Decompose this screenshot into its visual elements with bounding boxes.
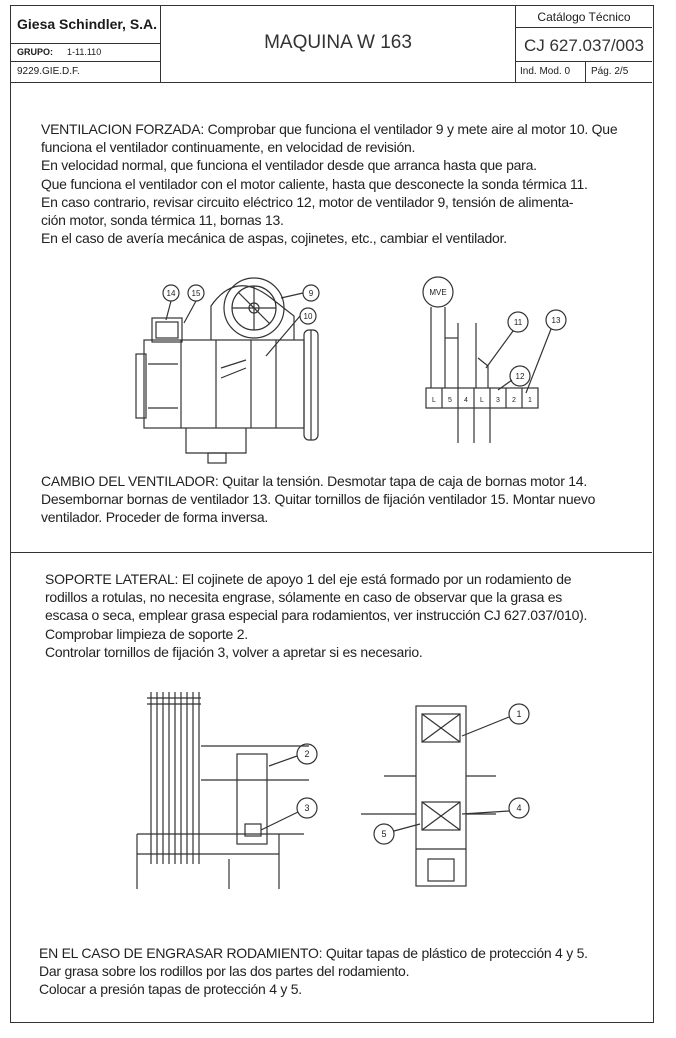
circuit-label: MVE <box>429 288 447 297</box>
text-line: ventilador. Proceder de forma inversa. <box>41 509 269 526</box>
terminal-label: L <box>432 397 436 404</box>
text-line: Colocar a presión tapas de protección 4 y 5. <box>39 981 302 998</box>
terminal-label: 4 <box>464 397 468 404</box>
text-line: Dar grasa sobre los rodillos por las dos partes del rodamiento. <box>39 963 410 980</box>
text-line: En velocidad normal, que funciona el ventilador desde que arranca hasta que para. <box>41 157 537 174</box>
index-modification: Ind. Mod. 0 <box>516 62 586 82</box>
text-line: Desembornar bornas de ventilador 13. Quitar tornillos de fijación ventilador 15. Montar nuevo <box>41 491 596 508</box>
company-name: Giesa Schindler, S.A. <box>11 6 161 44</box>
text-line: En caso contrario, revisar circuito eléctrico 12, motor de ventilador 9, tensión de alimenta- <box>41 193 574 210</box>
side-support-drawing <box>129 684 339 899</box>
catalog-label: Catálogo Técnico <box>516 6 652 28</box>
fan-change-text <box>41 472 595 527</box>
header-block <box>11 6 652 83</box>
text-line: ción motor, sonda térmica 11, bornas 13. <box>41 212 284 229</box>
text-line: escasa o seca, emplear grasa especial para rodamientos, ver instrucción CJ 627.037/010). <box>45 607 588 624</box>
bearing-label: 5 <box>381 829 387 839</box>
motor-label: 9 <box>308 289 314 298</box>
motor-fan-drawing <box>126 268 336 473</box>
text-line: CAMBIO DEL VENTILADOR: Quitar la tensión. Desmotar tapa de caja de bornas motor 14. <box>41 473 587 489</box>
text-line: Comprobar limpieza de soporte 2. <box>45 625 248 642</box>
bearing-drawing <box>356 684 546 899</box>
circuit-label: 13 <box>551 316 561 325</box>
side-support-text <box>45 570 587 661</box>
text-line: funciona el ventilador continuamente, en velocidad de revisión. <box>41 139 416 156</box>
page-title: MAQUINA W 163 <box>161 6 516 82</box>
bearing-label: 1 <box>516 709 522 719</box>
text-line: En el caso de avería mecánica de aspas, cojinetes, etc., cambiar el ventilador. <box>41 230 507 247</box>
text-line: VENTILACION FORZADA: Comprobar que funciona el ventilador 9 y mete aire al motor 10. Que <box>41 121 618 137</box>
terminal-label: 1 <box>528 397 532 404</box>
group-value: 1-11.110 <box>67 47 102 57</box>
page-number: Pág. 2/5 <box>591 66 629 77</box>
document-code: 9229.GIE.D.F. <box>11 62 161 82</box>
text-line: rodillos a rotulas, no necesita engrase, sólamente en caso de observar que la grasa es <box>45 589 563 606</box>
text-line: SOPORTE LATERAL: El cojinete de apoyo 1 del eje está formado por un rodamiento de <box>45 571 572 587</box>
terminal-label: 2 <box>512 397 516 404</box>
catalog-code: CJ 627.037/003 <box>516 28 652 62</box>
terminal-label: 3 <box>496 397 500 404</box>
motor-label: 15 <box>191 289 201 298</box>
motor-label: 10 <box>303 312 313 321</box>
fan-circuit-diagram <box>416 268 576 453</box>
support-label: 2 <box>304 749 310 759</box>
text-line: Que funciona el ventilador con el motor caliente, hasta que desconecte la sonda térmica 11. <box>41 175 588 192</box>
bearing-label: 4 <box>516 803 522 813</box>
group-label: GRUPO: <box>17 47 53 57</box>
grease-text <box>39 944 588 999</box>
terminal-label: 5 <box>448 397 452 404</box>
text-line: Controlar tornillos de fijación 3, volver a apretar si es necesario. <box>45 643 423 660</box>
section-divider <box>11 552 652 553</box>
group-field <box>11 44 161 62</box>
text-line: EN EL CASO DE ENGRASAR RODAMIENTO: Quitar tapas de plástico de protección 4 y 5. <box>39 945 588 961</box>
document-page <box>10 5 654 1023</box>
ventilation-text <box>41 120 617 247</box>
support-label: 3 <box>304 803 310 813</box>
circuit-label: 12 <box>515 372 525 381</box>
terminal-label: L <box>480 397 484 404</box>
circuit-label: 11 <box>513 318 523 327</box>
motor-label: 14 <box>166 289 176 298</box>
